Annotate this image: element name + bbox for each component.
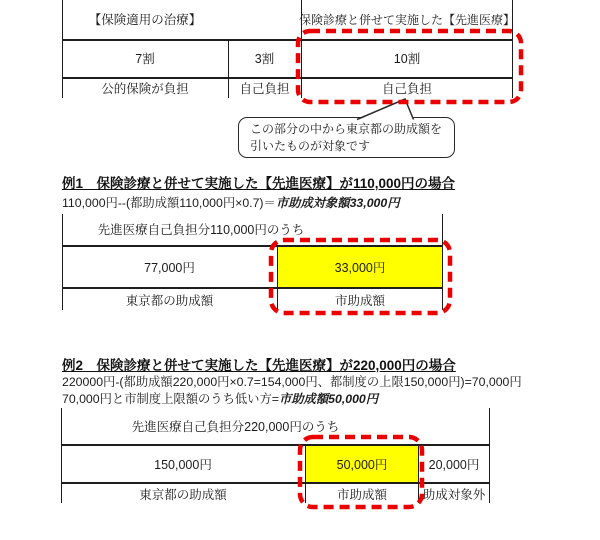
insurance-ratio-table [62, 0, 516, 98]
example2-amount-city-highlight: 50,000円 [306, 446, 418, 482]
example1-table-caption: 先進医療自己負担分110,000円のうち [97, 223, 305, 237]
example2-formula-line1: 220000円-(都助成額220,000円×0.7=154,000円、都制度の上限150,000円)=70,000円 [62, 375, 522, 389]
example2-formula2-normal: 70,000円と市制度上限額のうち低い方= [62, 392, 279, 406]
example2-label-city-subsidy: 市助成額 [336, 487, 387, 502]
example2-heading: 例2 保険診療と併せて実施した【先進医療】が220,000円の場合 [62, 358, 456, 373]
example1-label-city-subsidy: 市助成額 [334, 293, 385, 308]
example2-label-not-covered: 助成対象外 [422, 487, 486, 502]
example1-heading: 例1 保険診療と併せて実施した【先進医療】が110,000円の場合 [62, 176, 456, 191]
callout-line1: この部分の中から東京都の助成額を [250, 122, 443, 136]
example1-amount-city-highlight: 33,000円 [278, 247, 442, 287]
example1-formula-normal: 110,000円--(都助成額110,000円×0.7)＝ [62, 196, 276, 210]
example1-label-tokyo-subsidy: 東京都の助成額 [125, 293, 214, 308]
callout-line2: 引いたものが対象です [250, 139, 371, 153]
example2-table [61, 408, 490, 503]
payer-self-2: 自己負担 [381, 81, 432, 96]
example2-amount-excluded: 20,000円 [428, 458, 480, 472]
example1-formula [62, 193, 400, 211]
example2-formula2-result: 市助成額50,000円 [278, 392, 379, 406]
example1-amount-tokyo: 77,000円 [144, 261, 195, 275]
example1-table [62, 214, 443, 310]
example2-amount-tokyo: 150,000円 [154, 458, 212, 472]
share-public-70: 7割 [135, 52, 155, 66]
table-border [442, 214, 443, 310]
payer-self-1: 自己負担 [239, 81, 290, 96]
share-advanced-100: 10割 [393, 52, 421, 66]
callout-note [238, 117, 455, 158]
example1-formula-result: 市助成対象額33,000円 [275, 196, 400, 210]
example2-table-caption: 先進医療自己負担分220,000円のうち [131, 419, 340, 434]
payer-public-insurance: 公的保険が負担 [101, 81, 189, 96]
table-border [489, 408, 490, 503]
header-advanced-medical: 保険診療と併せて実施した【先進医療】 [299, 12, 516, 27]
example2-label-tokyo-subsidy: 東京都の助成額 [139, 487, 227, 502]
share-self-30: 3割 [254, 52, 275, 66]
header-insured-treatment: 【保険適用の治療】 [88, 13, 202, 27]
example2-formula-line2 [62, 389, 378, 407]
